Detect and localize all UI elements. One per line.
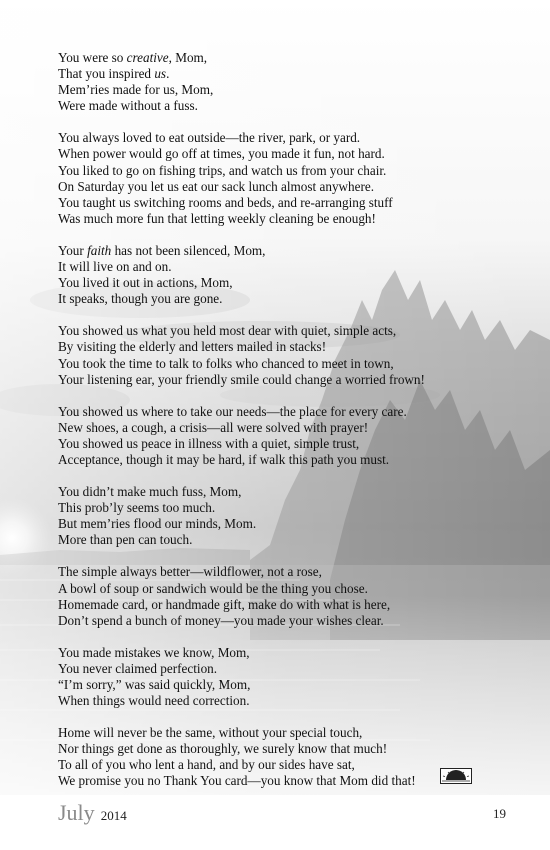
- poem-line: You didn’t make much fuss, Mom,: [58, 484, 242, 500]
- poem-line: Acceptance, though it may be hard, if walk this path you must.: [58, 451, 390, 467]
- footer-month: July: [58, 800, 95, 825]
- footer-year: 2014: [100, 808, 127, 823]
- poem-line: You showed us where to take our needs—the place for every care.: [58, 403, 407, 419]
- poem-line: That you inspired us.: [58, 66, 170, 82]
- poem-line: More than pen can touch.: [58, 532, 193, 548]
- poem-stanza: [58, 243, 528, 307]
- poem-stanza: [58, 130, 528, 227]
- poem-line: Was much more fun that letting weekly cleaning be enough!: [58, 210, 376, 226]
- poem-line: This prob’ly seems too much.: [58, 500, 216, 516]
- footer-date: [58, 800, 127, 826]
- poem-line: You liked to go on fishing trips, and watch us from your chair.: [58, 162, 387, 178]
- poem-stanza: [58, 404, 528, 468]
- poem-line: You lived it out in actions, Mom,: [58, 275, 233, 291]
- sunset-stamp-icon: [440, 768, 472, 784]
- poem-line: On Saturday you let us eat our sack lunch almost anywhere.: [58, 178, 375, 194]
- page-number: 19: [493, 806, 506, 821]
- poem-line: Homemade card, or handmade gift, make do with what is here,: [58, 596, 391, 612]
- poem-stanza: [58, 564, 528, 628]
- poem-line: By visiting the elderly and letters mailed in stacks!: [58, 339, 327, 355]
- poem-line: New shoes, a cough, a crisis—all were solved with prayer!: [58, 419, 369, 435]
- poem-line: You made mistakes we know, Mom,: [58, 644, 250, 660]
- poem-line: You never claimed perfection.: [58, 660, 218, 676]
- poem-stanza: [58, 484, 528, 548]
- poem-line: A bowl of soup or sandwich would be the thing you chose.: [58, 580, 368, 596]
- poem-line: You taught us switching rooms and beds, and re-arranging stuff: [58, 194, 393, 210]
- poem-stanza: [58, 645, 528, 709]
- poem-line: You took the time to talk to folks who chanced to meet in town,: [58, 355, 394, 371]
- poem-line: Home will never be the same, without your special touch,: [58, 725, 363, 741]
- poem-line: It speaks, though you are gone.: [58, 291, 223, 307]
- poem-line: You showed us peace in illness with a quiet, simple trust,: [58, 435, 360, 451]
- poem-line: You showed us what you held most dear with quiet, simple acts,: [58, 323, 397, 339]
- poem-line: You always loved to eat outside—the river, park, or yard.: [58, 130, 361, 146]
- poem-stanza: [58, 323, 528, 387]
- poem-line: When power would go off at times, you made it fun, not hard.: [58, 146, 385, 162]
- poem-line: Your faith has not been silenced, Mom,: [58, 242, 266, 258]
- poem-line: It will live on and on.: [58, 259, 172, 275]
- poem-line: The simple always better—wildflower, not a rose,: [58, 564, 322, 580]
- poem-line: Your listening ear, your friendly smile could change a worried frown!: [58, 371, 425, 387]
- poem-stanza: [58, 50, 528, 114]
- poem-line: We promise you no Thank You card—you know that Mom did that!: [58, 773, 416, 789]
- poem-line: Nor things get done as thoroughly, we surely know that much!: [58, 741, 388, 757]
- poem-line: When things would need correction.: [58, 693, 250, 709]
- poem-line: To all of you who lent a hand, and by our sides have sat,: [58, 757, 355, 773]
- poem-line: Were made without a fuss.: [58, 98, 198, 114]
- poem-line: Don’t spend a bunch of money—you made your wishes clear.: [58, 612, 384, 628]
- poem-line: But mem’ries flood our minds, Mom.: [58, 516, 257, 532]
- poem-line: You were so creative, Mom,: [58, 50, 208, 65]
- poem-text: [58, 50, 528, 806]
- poem-line: “I’m sorry,” was said quickly, Mom,: [58, 677, 251, 692]
- poem-line: Mem’ries made for us, Mom,: [58, 82, 214, 98]
